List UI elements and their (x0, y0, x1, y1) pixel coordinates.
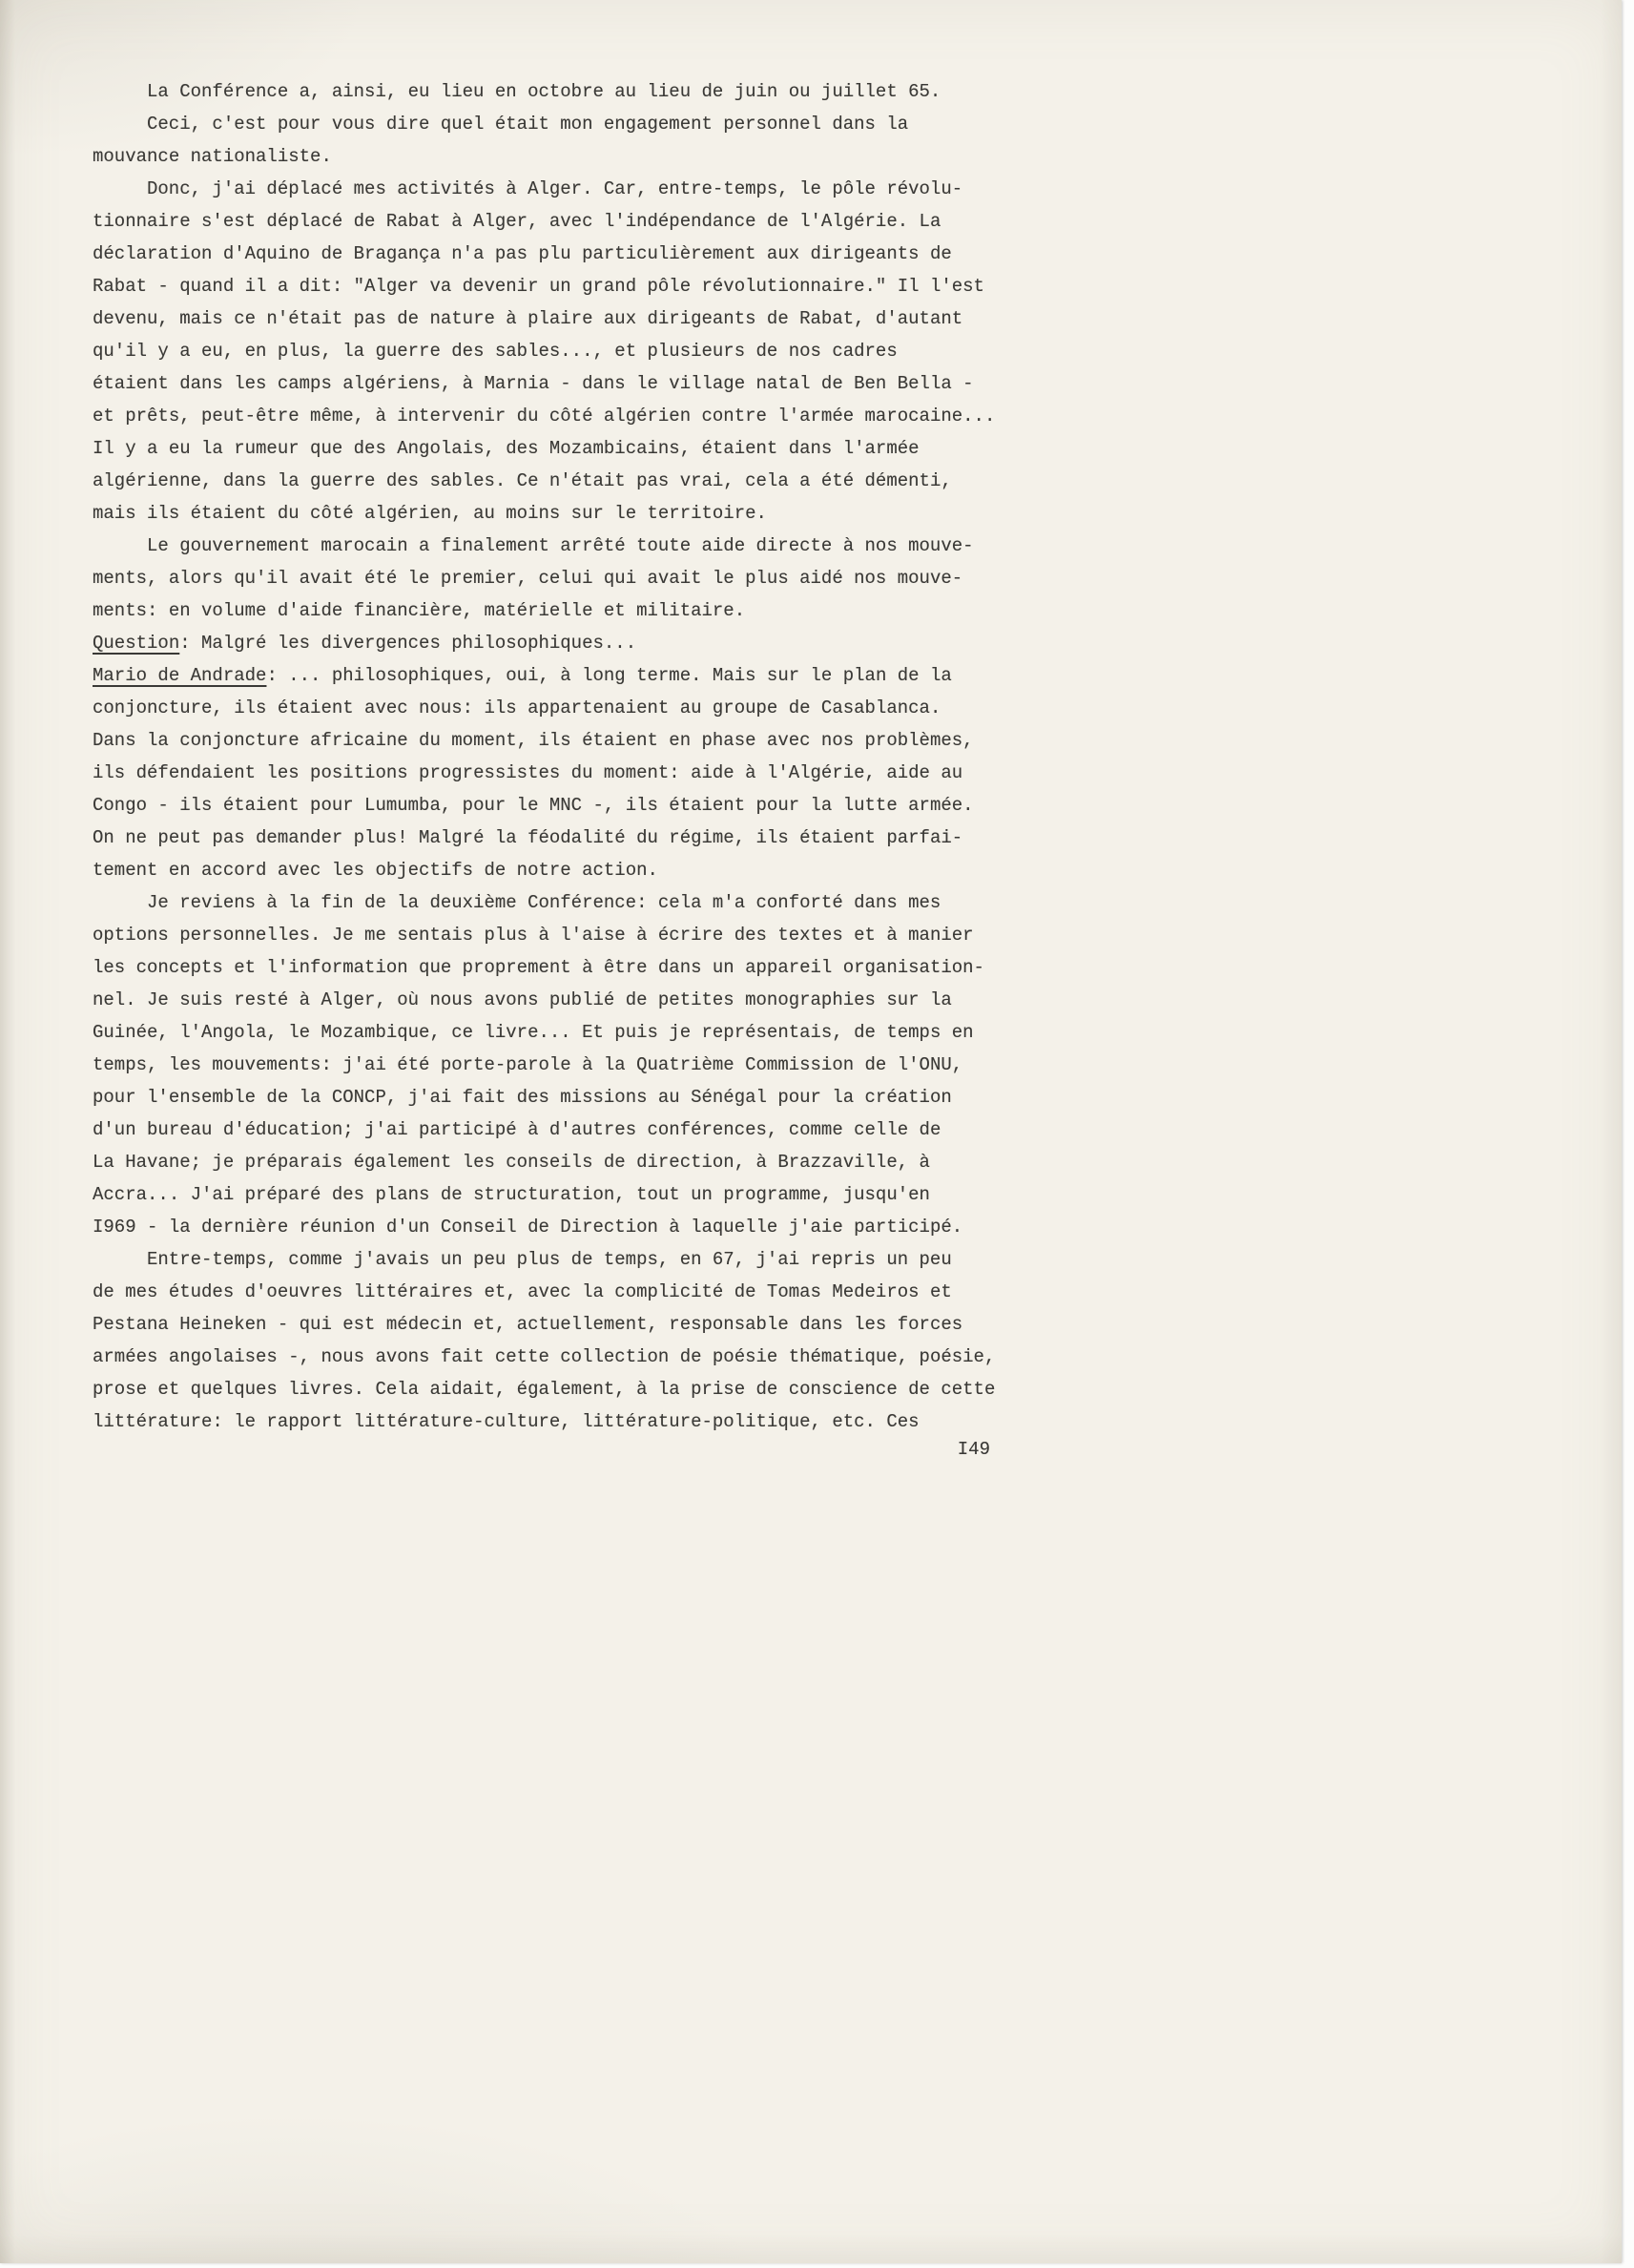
text-segment: d'un bureau d'éducation; j'ai participé à d'autres conférences, comme celle de (93, 1119, 941, 1140)
text-segment: : ... philosophiques, oui, à long terme. Mais sur le plan de la (266, 665, 952, 686)
text-line (93, 335, 990, 367)
text-line (93, 205, 990, 238)
text-line (93, 432, 990, 465)
text-segment: prose et quelques livres. Cela aidait, également, à la prise de conscience de cette (93, 1379, 996, 1400)
text-segment: pour l'ensemble de la CONCP, j'ai fait des missions au Sénégal pour la création (93, 1087, 952, 1108)
text-segment: On ne peut pas demander plus! Malgré la féodalité du régime, ils étaient parfai- (93, 827, 963, 848)
text-line (93, 1276, 990, 1308)
text-segment: mouvance nationaliste. (93, 146, 332, 167)
text-segment: qu'il y a eu, en plus, la guerre des sables..., et plusieurs de nos cadres (93, 341, 898, 362)
text-segment: déclaration d'Aquino de Bragança n'a pas plu particulièrement aux dirigeants de (93, 243, 952, 264)
text-segment: Accra... J'ai préparé des plans de structuration, tout un programme, jusqu'en (93, 1184, 930, 1205)
text-segment: Guinée, l'Angola, le Mozambique, ce livre... Et puis je représentais, de temps en (93, 1022, 974, 1043)
text-segment: et prêts, peut-être même, à intervenir du côté algérien contre l'armée marocaine... (93, 406, 996, 427)
text-line (93, 1113, 990, 1146)
text-segment: Ceci, c'est pour vous dire quel était mon engagement personnel dans la (147, 114, 909, 135)
text-segment: Donc, j'ai déplacé mes activités à Alger. Car, entre-temps, le pôle révolu- (147, 178, 963, 199)
text-line (93, 1211, 990, 1243)
text-line (93, 692, 990, 724)
text-line (93, 1373, 996, 1405)
text-segment: Pestana Heineken - qui est médecin et, actuellement, responsable dans les forces (93, 1314, 963, 1335)
text-line (93, 724, 990, 757)
text-segment: algérienne, dans la guerre des sables. Ce n'était pas vrai, cela a été démenti, (93, 470, 952, 491)
text-segment: étaient dans les camps algériens, à Marnia - dans le village natal de Ben Bella - (93, 373, 974, 394)
text-line (93, 367, 990, 400)
text-segment: I969 - la dernière réunion d'un Conseil de Direction à laquelle j'aie participé. (93, 1217, 963, 1238)
text-segment: nel. Je suis resté à Alger, où nous avons publié de petites monographies sur la (93, 989, 952, 1010)
text-line (93, 789, 990, 822)
text-line (93, 270, 990, 302)
text-line (93, 108, 990, 140)
text-segment: ils défendaient les positions progressistes du moment: aide à l'Algérie, aide au (93, 762, 963, 783)
text-line (93, 302, 990, 335)
text-segment: Il y a eu la rumeur que des Angolais, des Mozambicains, étaient dans l'armée (93, 438, 920, 459)
text-line (93, 919, 990, 951)
text-line (93, 1016, 990, 1049)
text-segment: armées angolaises -, nous avons fait cette collection de poésie thématique, poésie, (93, 1346, 996, 1367)
text-line (93, 400, 996, 432)
text-line (93, 1308, 990, 1341)
text-segment: Dans la conjoncture africaine du moment, ils étaient en phase avec nos problèmes, (93, 730, 974, 751)
text-line (93, 822, 990, 854)
page-number: I49 (957, 1439, 990, 1460)
text-segment: tement en accord avec les objectifs de notre action. (93, 860, 658, 881)
text-segment: Je reviens à la fin de la deuxième Conférence: cela m'a conforté dans mes (147, 892, 941, 913)
text-line (93, 497, 990, 530)
text-line (93, 886, 990, 919)
text-segment: Rabat - quand il a dit: "Alger va devenir un grand pôle révolutionnaire." Il l'est (93, 276, 984, 297)
text-segment: temps, les mouvements: j'ai été porte-parole à la Quatrième Commission de l'ONU, (93, 1054, 963, 1075)
text-line (93, 627, 990, 659)
text-segment: : Malgré les divergences philosophiques... (179, 633, 637, 654)
text-line (93, 594, 990, 627)
text-line (93, 1243, 990, 1276)
text-segment: les concepts et l'information que proprement à être dans un appareil organisation- (93, 957, 984, 978)
text-segment: ments: en volume d'aide financière, matérielle et militaire. (93, 600, 746, 621)
text-line (93, 854, 990, 886)
text-line (93, 1081, 990, 1113)
speaker-label: Mario de Andrade (93, 665, 267, 686)
text-segment: conjoncture, ils étaient avec nous: ils appartenaient au groupe de Casablanca. (93, 697, 941, 718)
text-line (93, 951, 990, 984)
text-line (93, 757, 990, 789)
text-segment: options personnelles. Je me sentais plus à l'aise à écrire des textes et à manier (93, 925, 974, 946)
text-segment: mais ils étaient du côté algérien, au moins sur le territoire. (93, 503, 767, 524)
text-segment: littérature: le rapport littérature-culture, littérature-politique, etc. Ces (93, 1411, 920, 1432)
text-line (93, 465, 990, 497)
text-line (93, 659, 990, 692)
text-segment: La Havane; je préparais également les conseils de direction, à Brazzaville, à (93, 1152, 930, 1173)
text-segment: La Conférence a, ainsi, eu lieu en octobre au lieu de juin ou juillet 65. (147, 81, 941, 102)
text-segment: tionnaire s'est déplacé de Rabat à Alger, avec l'indépendance de l'Algérie. La (93, 211, 941, 232)
text-line (93, 1146, 990, 1178)
text-line (93, 140, 990, 173)
text-segment: Entre-temps, comme j'avais un peu plus de temps, en 67, j'ai repris un peu (147, 1249, 952, 1270)
text-line (93, 75, 990, 108)
text-line (93, 1341, 996, 1373)
text-line (93, 562, 990, 594)
text-line (93, 1049, 990, 1081)
text-line (93, 238, 990, 270)
text-segment: devenu, mais ce n'était pas de nature à plaire aux dirigeants de Rabat, d'autant (93, 308, 963, 329)
text-line (93, 1178, 990, 1211)
text-line (93, 984, 990, 1016)
text-segment: ments, alors qu'il avait été le premier, celui qui avait le plus aidé nos mouve- (93, 568, 963, 589)
text-line (93, 173, 990, 205)
text-segment: de mes études d'oeuvres littéraires et, avec la complicité de Tomas Medeiros et (93, 1281, 952, 1302)
speaker-label: Question (93, 633, 180, 654)
text-line (93, 530, 990, 562)
typewritten-text-block (93, 75, 996, 1438)
text-segment: Le gouvernement marocain a finalement arrêté toute aide directe à nos mouve- (147, 535, 974, 556)
text-segment: Congo - ils étaient pour Lumumba, pour le MNC -, ils étaient pour la lutte armée. (93, 795, 974, 816)
